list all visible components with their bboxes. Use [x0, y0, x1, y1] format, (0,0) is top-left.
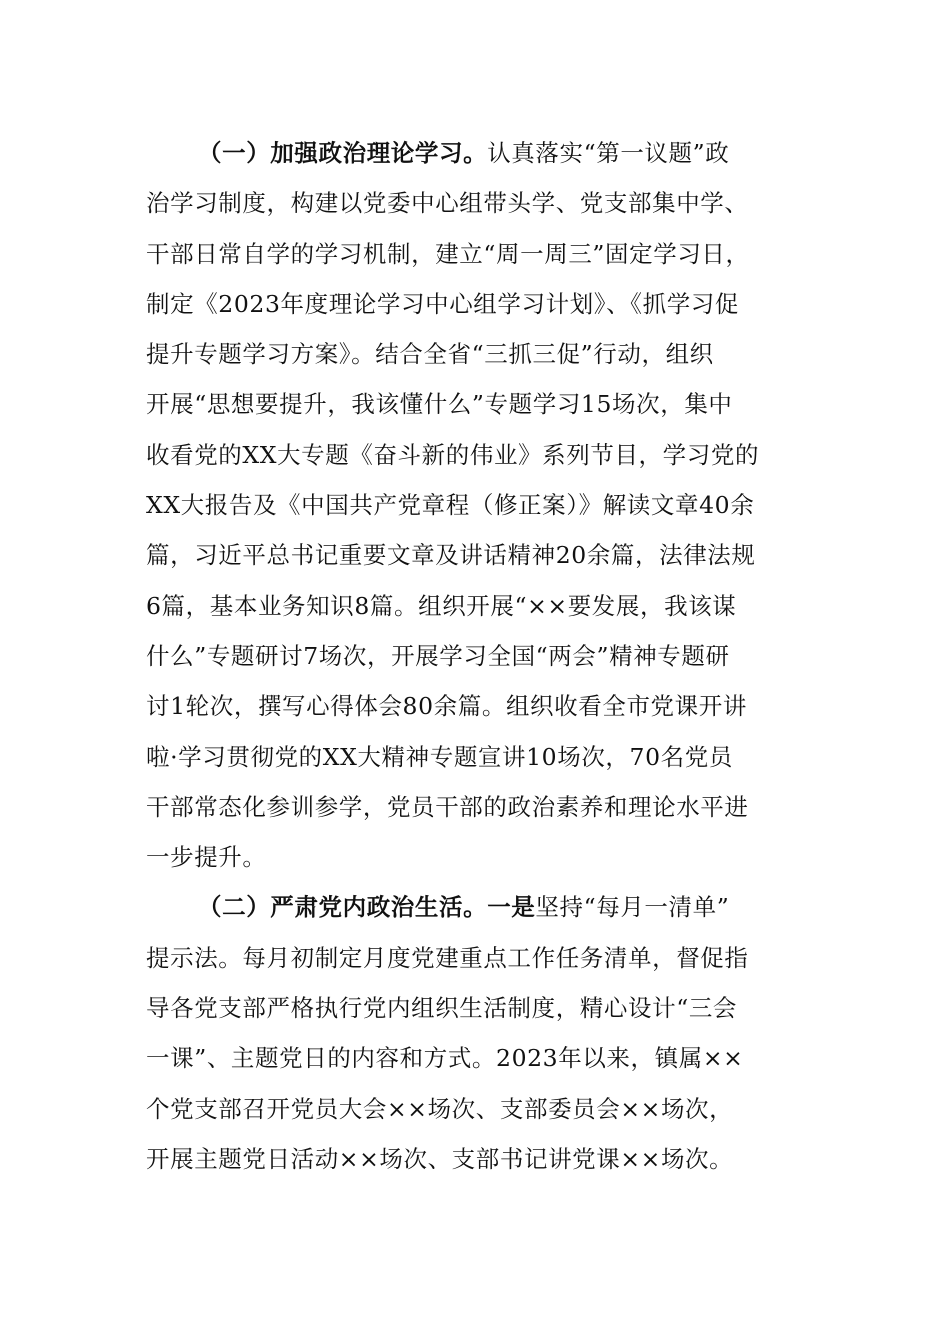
paragraph-line-14: 干部常态化参训参学，党员干部的政治素养和理论水平进	[146, 792, 749, 821]
paragraph-line-10: 6篇，基本业务知识8篇。组织开展“××要发展，我该谋	[146, 591, 737, 620]
paragraph-line-6: 开展“思想要提升，我该懂什么”专题学习15场次，集中	[146, 390, 733, 419]
paragraph-text: 认真落实“第一议题”政	[487, 139, 730, 167]
paragraph-line-21: 开展主题党日活动××场次、支部书记讲党课××场次。	[146, 1144, 734, 1173]
paragraph-line-1	[146, 128, 806, 178]
paragraph-line-12: 讨1轮次，撰写心得体会80余篇。组织收看全市党课开讲	[146, 692, 747, 721]
paragraph-text: 坚持“每月一清单”	[535, 893, 730, 922]
paragraph-line-7: 收看党的XX大专题《奋斗新的伟业》系列节目，学习党的	[146, 440, 760, 469]
document-body	[146, 128, 806, 1184]
paragraph-line-9: 篇，习近平总书记重要文章及讲话精神20余篇，法律法规	[146, 541, 756, 570]
paragraph-line-17: 提示法。每月初制定月度党建重点工作任务清单，督促指	[146, 943, 749, 972]
section-heading: （二）严肃党内政治生活。一是	[198, 893, 536, 922]
section-party-political-life	[146, 882, 806, 1184]
paragraph-line-4: 制定《2023年度理论学习中心组学习计划》、《抓学习促	[146, 289, 740, 318]
section-heading: （一）加强政治理论学习。	[198, 139, 488, 167]
paragraph-line-11: 什么”专题研讨7场次，开展学习全国“两会”精神专题研	[146, 641, 730, 670]
section-political-theory-study	[146, 128, 806, 882]
paragraph-line-16	[146, 882, 806, 932]
paragraph-line-18: 导各党支部严格执行党内组织生活制度，精心设计“三会	[146, 994, 738, 1023]
paragraph-line-3: 干部日常自学的学习机制，建立“周一周三”固定学习日，	[146, 239, 750, 268]
paragraph-line-13: 啦·学习贯彻党的XX大精神专题宣讲10场次，70名党员	[146, 742, 733, 771]
paragraph-line-8: XX大报告及《中国共产党章程（修正案）》解读文章40余	[146, 491, 755, 520]
paragraph-line-2: 治学习制度，构建以党委中心组带头学、党支部集中学、	[146, 189, 749, 218]
paragraph-line-20: 个党支部召开党员大会××场次、支部委员会××场次，	[146, 1094, 734, 1123]
paragraph-line-15: 一步提升。	[146, 843, 267, 872]
paragraph-line-19: 一课”、主题党日的内容和方式。2023年以来，镇属××	[146, 1044, 744, 1073]
paragraph-line-5: 提升专题学习方案》。结合全省“三抓三促”行动，组织	[146, 340, 714, 369]
